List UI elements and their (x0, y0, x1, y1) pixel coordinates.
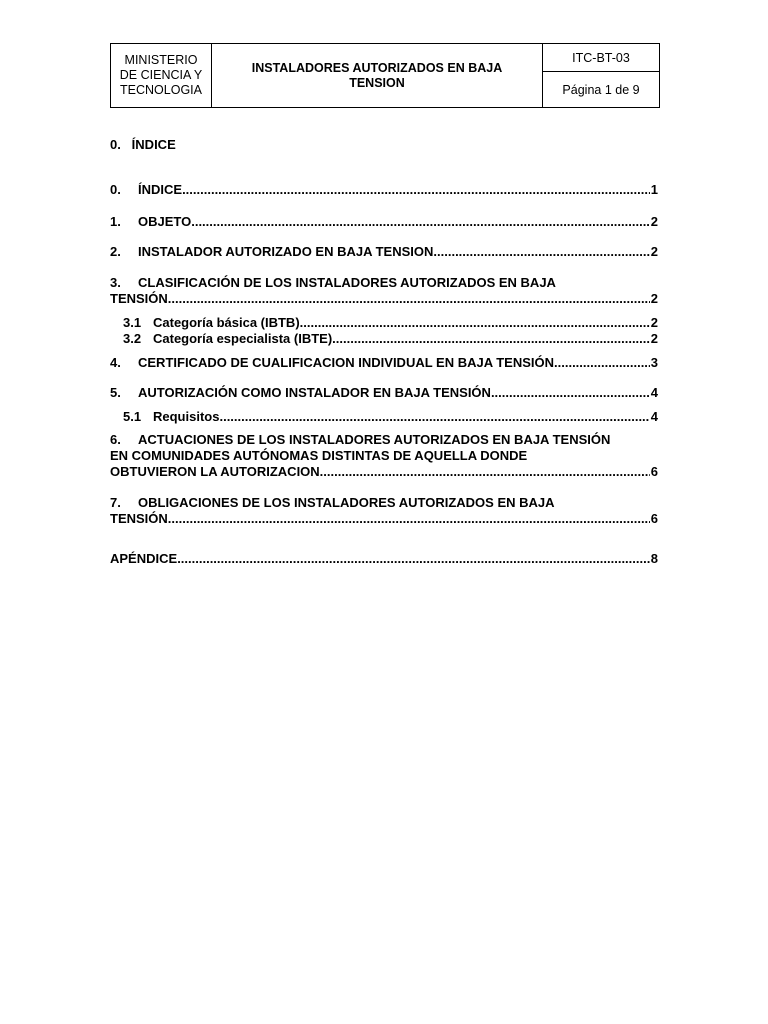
page-indicator: Página 1 de 9 (562, 82, 640, 97)
toc-entry[interactable]: 0. ÍNDICE ..... 1 (110, 182, 658, 198)
toc-subentry[interactable]: 3.1 Categoría básica (IBTB) ..... 2 (123, 315, 658, 331)
toc-entry[interactable]: 6. ACTUACIONES DE LOS INSTALADORES AUTORIZADOS EN BAJA TENSIÓN EN COMUNIDADES AUTÓNOMAS DISTINTAS DE AQUELLA DONDE OBTUVIERON LA AUTORIZACION. ..... 6 (110, 432, 658, 480)
toc-entry[interactable]: APÉNDICE ..... 8 (110, 551, 658, 567)
toc-entry[interactable]: 3. CLASIFICACIÓN DE LOS INSTALADORES AUTORIZADOS EN BAJA TENSIÓN. ..... 2 (110, 275, 658, 307)
toc-entry[interactable]: 7. OBLIGACIONES DE LOS INSTALADORES AUTORIZADOS EN BAJA TENSIÓN. ..... 6 (110, 495, 658, 527)
toc-entry[interactable]: 4. CERTIFICADO DE CUALIFICACION INDIVIDUAL EN BAJA TENSIÓN. ..... 3 (110, 355, 658, 371)
document-title: INSTALADORES AUTORIZADOS EN BAJA TENSION (212, 44, 543, 107)
index-heading: 0. ÍNDICE (110, 137, 176, 152)
ministry-name: MINISTERIO DE CIENCIA Y TECNOLOGIA (111, 44, 212, 107)
header-meta (543, 44, 659, 107)
toc-subentry[interactable]: 5.1 Requisitos ..... 4 (123, 409, 658, 425)
document-code: ITC-BT-03 (543, 44, 659, 72)
toc-entry[interactable]: 2. INSTALADOR AUTORIZADO EN BAJA TENSION. ..... 2 (110, 244, 658, 260)
toc-entry[interactable]: 5. AUTORIZACIÓN COMO INSTALADOR EN BAJA TENSIÓN ..... 4 (110, 385, 658, 401)
toc-subentry[interactable]: 3.2 Categoría especialista (IBTE). ..... 2 (123, 331, 658, 347)
toc-entry[interactable]: 1. OBJETO ..... 2 (110, 214, 658, 230)
document-header (110, 43, 660, 108)
